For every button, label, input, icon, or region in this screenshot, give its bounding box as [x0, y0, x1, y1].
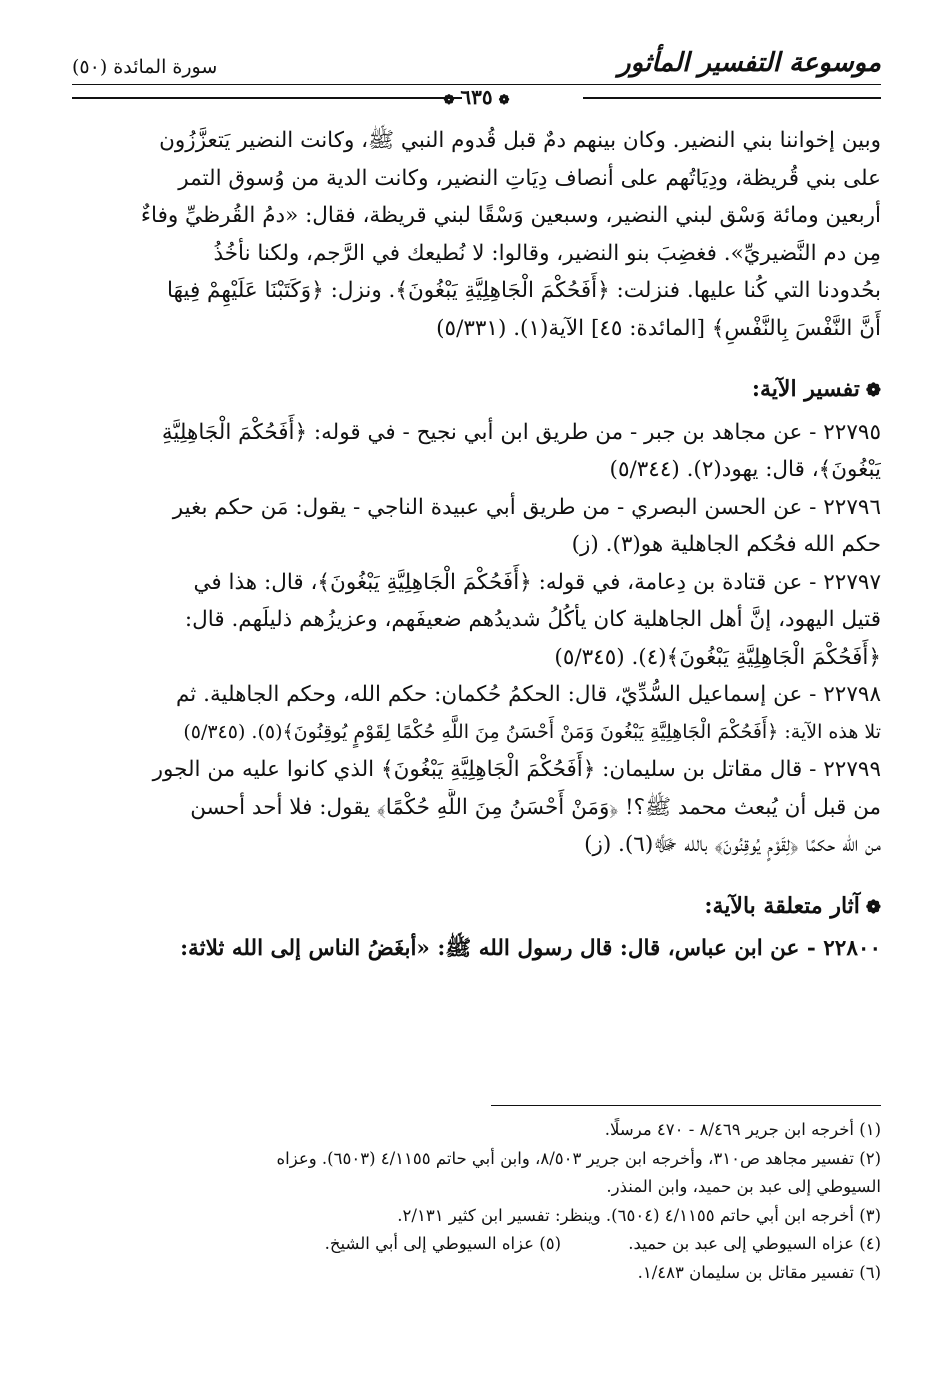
- footnote-1: (١) أخرجه ابن جرير ٨/٤٦٩ - ٤٧٠ مرسلًا.: [604, 1120, 881, 1139]
- footnote-6: (٦) تفسير مقاتل بن سليمان ١/٤٨٣.: [637, 1262, 881, 1282]
- text-line: من الله حكمًا ﴿لِقَوْمٍ يُوقِنُونَ﴾ بالله ﷻ(٦). (ز): [584, 832, 881, 857]
- text-line: مِن دم النَّضيريِّ». فغضِبَ بنو النضير، وقالوا: لا نُطيعك في الرَّجم، ولكنا نأخُذُ: [213, 240, 881, 266]
- running-header: [72, 44, 881, 84]
- footnotes: [72, 1116, 881, 1287]
- ornament-icon: ❁: [443, 93, 455, 108]
- footnotes-4-5: [72, 1230, 881, 1259]
- text-line: ٢٢٧٩٩ - قال مقاتل بن سليمان: ﴿أَفَحُكْمَ الْجَاهِلِيَّةِ يَبْغُونَ﴾ الذي كانوا عليه من الجور: [152, 757, 881, 782]
- surah-title: سورة المائدة (٥٠): [72, 56, 218, 78]
- entry-22798: [72, 676, 881, 751]
- ornament-icon: ❁: [498, 93, 510, 108]
- footnote-5: (٥) عزاه السيوطي إلى أبي الشيخ.: [324, 1234, 561, 1253]
- page-number-row: [72, 85, 881, 109]
- text-line: ٢٢٧٩٧ - عن قتادة بن دِعامة، في قوله: ﴿أَفَحُكْمَ الْجَاهِلِيَّةِ يَبْغُونَ﴾، قال: هذا في: [193, 569, 881, 595]
- paragraph-continued: [72, 122, 881, 347]
- text-line: من قبل أن يُبعث محمد ﷺ؟! ﴿وَمَنْ أَحْسَنُ مِنَ اللَّهِ حُكْمًا﴾ يقول: فلا أحد أحسن: [190, 794, 881, 820]
- text-line: ﴿أَفَحُكْمَ الْجَاهِلِيَّةِ يَبْغُونَ﴾(٤). (٥/٣٤٥): [554, 644, 881, 670]
- footnote-2: (٢) تفسير مجاهد ص٣١٠، وأخرجه ابن جرير ٨/٥٠٣، وابن أبي حاتم ٤/١١٥٥ (٦٥٠٣). وعزاه: [276, 1148, 881, 1168]
- text-line: قتيل اليهود، إنَّ أهل الجاهلية كان يأكُلُ شديدُهم ضعيفَهم، وعزيزُهم ذليلَهم. قال:: [184, 607, 881, 632]
- text-line: وبين إخواننا بني النضير. وكان بينهم دمٌ قبل قُدوم النبي ﷺ، وكانت النضير يَتعزَّزُون: [159, 128, 881, 153]
- text-line: ٢٢٧٩٨ - عن إسماعيل السُّدِّيّ، قال: الحكمُ حُكمان: حكم الله، وحكم الجاهلية. ثم: [176, 682, 881, 707]
- entry-22795: [72, 414, 881, 489]
- footnote-2-cont: السيوطي إلى عبد بن حميد، وابن المنذر.: [606, 1177, 881, 1196]
- main-text: [72, 122, 881, 968]
- flower-icon: ❁: [865, 896, 881, 918]
- page-number: ❁٦٣٥❁: [443, 85, 510, 109]
- text-line: ٢٢٨٠٠ - عن ابن عباس، قال: قال رسول الله ﷺ: «أبغَضُ الناس إلى الله ثلاثة:: [180, 936, 881, 961]
- text-line: ٢٢٧٩٥ - عن مجاهد بن جبر - من طريق ابن أبي نجيح - في قوله: ﴿أَفَحُكْمَ الْجَاهِلِيَّةِ: [161, 419, 881, 445]
- text-line: أَنَّ النَّفْسَ بِالنَّفْسِ﴾ [المائدة: ٤٥] الآية(١). (٥/٣٣١): [436, 315, 881, 341]
- footnote-4: (٤) عزاه السيوطي إلى عبد بن حميد.: [628, 1234, 881, 1253]
- page-number-rule-right: [583, 97, 881, 99]
- section-heading-tafsir: ❁تفسير الآية:: [751, 376, 881, 402]
- flower-icon: ❁: [865, 380, 881, 401]
- section-heading-athar: ❁آثار متعلقة بالآية:: [704, 892, 881, 919]
- entry-22797: [72, 564, 881, 677]
- book-title: موسوعة التفسير المأثور: [618, 48, 881, 78]
- text-line: على بني قُريظة، ودِيَاتُهم على أنصاف دِيَاتِ النضير، وكانت الدية من وُسوق التمر: [178, 165, 881, 191]
- page-number-rule-left: [72, 97, 462, 99]
- text-line: تلا هذه الآية: ﴿أَفَحُكْمَ الْجَاهِلِيَّةِ يَبْغُونَ وَمَنْ أَحْسَنُ مِنَ اللَّهِ حُكْمًا لِقَوْمٍ يُوقِنُونَ﴾(٥). (٥/٣٤٥): [183, 720, 881, 743]
- text-line: أربعين ومائة وَسْق لبني النضير، وسبعين وَسْقًا لبني قريظة، فقال: «دمُ القُرظيِّ وفاءٌ: [140, 203, 881, 228]
- entry-22800: [72, 930, 881, 968]
- entry-22796: [72, 489, 881, 564]
- footnote-separator: [491, 1105, 881, 1106]
- text-line: يَبْغُونَ﴾، قال: يهود(٢). (٥/٣٤٤): [609, 457, 881, 482]
- text-line: حكم الله فحُكم الجاهلية هو(٣). (ز): [571, 532, 881, 557]
- text-line: ٢٢٧٩٦ - عن الحسن البصري - من طريق أبي عبيدة الناجي - يقول: مَن حكم بغير: [172, 494, 881, 520]
- entry-22799: [72, 751, 881, 864]
- text-line: بحُدودنا التي كُنا عليها. فنزلت: ﴿أَفَحُكْمَ الْجَاهِلِيَّةِ يَبْغُونَ﴾. ونزل: ﴿وَكَتَبْنَا عَلَيْهِمْ فِيهَا: [167, 278, 881, 303]
- footnote-3: (٣) أخرجه ابن أبي حاتم ٤/١١٥٥ (٦٥٠٤). وينظر: تفسير ابن كثير ٢/١٣١.: [397, 1205, 881, 1225]
